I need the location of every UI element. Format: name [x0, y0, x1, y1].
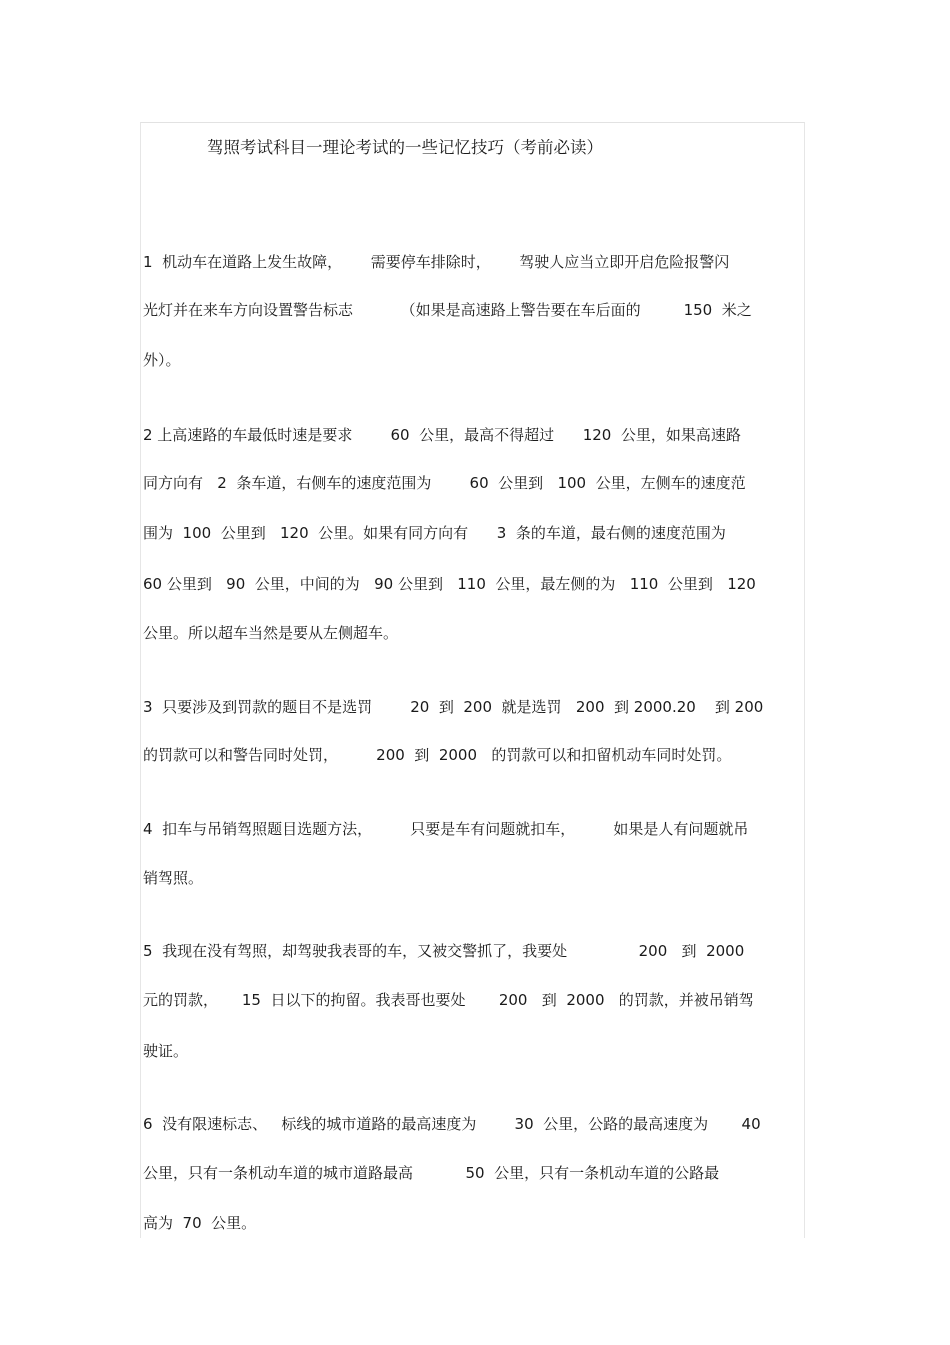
text-line: 1 机动车在道路上发生故障， 需要停车排除时， 驾驶人应当立即开启危险报警闪: [143, 253, 730, 271]
text-line: 高为 70 公里。: [143, 1214, 257, 1232]
document-title: 驾照考试科目一理论考试的一些记忆技巧（考前必读）: [207, 138, 603, 157]
page-frame: [140, 122, 805, 1238]
text-line: 公里。所以超车当然是要从左侧超车。: [143, 624, 399, 642]
text-line: 2 上高速路的车最低时速是要求 60 公里，最高不得超过 120 公里，如果高速路: [143, 426, 741, 444]
text-line: 光灯并在来车方向设置警告标志 （如果是高速路上警告要在车后面的 150 米之: [143, 301, 752, 319]
text-line: 公里，只有一条机动车道的城市道路最高 50 公里，只有一条机动车道的公路最: [143, 1164, 720, 1182]
text-line: 外）。: [143, 351, 181, 369]
text-line: 4 扣车与吊销驾照题目选题方法， 只要是车有问题就扣车， 如果是人有问题就吊: [143, 820, 749, 838]
text-line: 60 公里到 90 公里，中间的为 90 公里到 110 公里，最左侧的为 110 公里到 120: [143, 575, 756, 593]
text-line: 同方向有 2 条车道，右侧车的速度范围为 60 公里到 100 公里，左侧车的速度范: [143, 474, 746, 492]
text-line: 5 我现在没有驾照，却驾驶我表哥的车，又被交警抓了，我要处 200 到 2000: [143, 942, 745, 960]
text-line: 6 没有限速标志、 标线的城市道路的最高速度为 30 公里，公路的最高速度为 40: [143, 1115, 761, 1133]
text-line: 驶证。: [143, 1042, 189, 1060]
text-line: 元的罚款， 15 日以下的拘留。我表哥也要处 200 到 2000 的罚款，并被吊销驾: [143, 991, 754, 1009]
text-line: 3 只要涉及到罚款的题目不是选罚 20 到 200 就是选罚 200 到 2000.20 到 200: [143, 698, 764, 716]
text-line: 围为 100 公里到 120 公里。如果有同方向有 3 条的车道，最右侧的速度范围为: [143, 524, 726, 542]
text-line: 的罚款可以和警告同时处罚， 200 到 2000 的罚款可以和扣留机动车同时处罚。: [143, 746, 732, 764]
text-line: 销驾照。: [143, 869, 204, 887]
